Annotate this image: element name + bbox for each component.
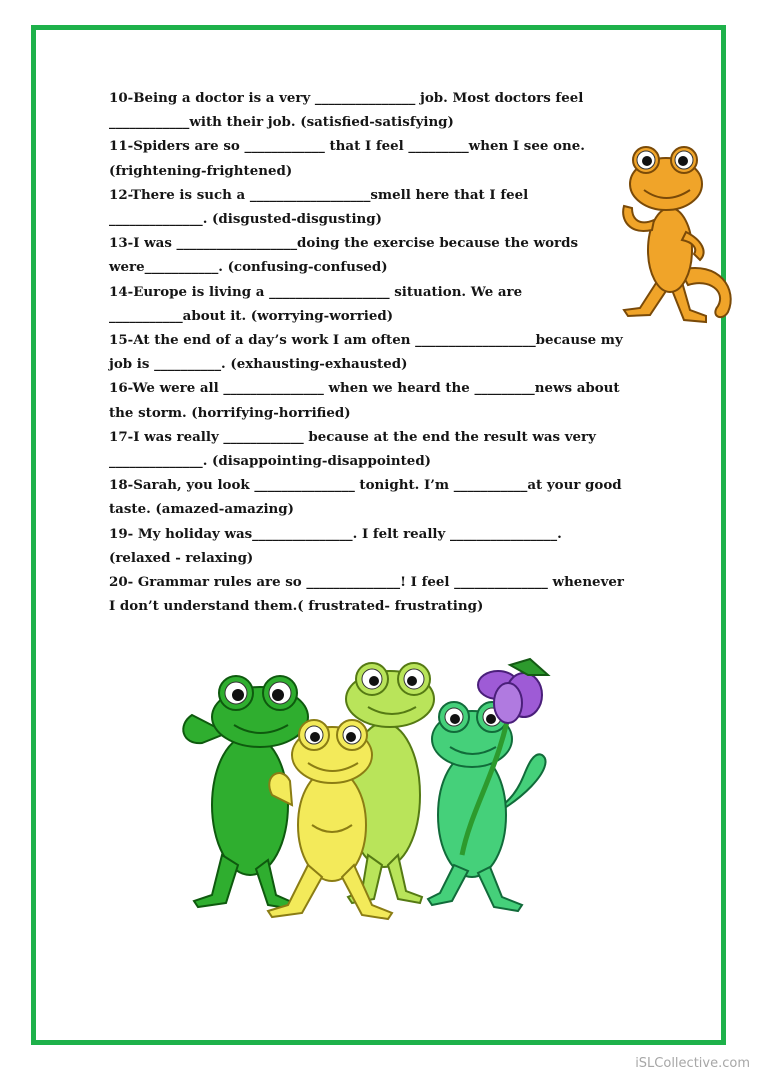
exercise-line: 14-Europe is living a __________________ situation. We are	[109, 283, 523, 300]
exercise-line: I don’t understand them.( frustrated- frustrating)	[109, 598, 484, 615]
exercise-line: 13-I was __________________doing the exercise because the words	[109, 235, 579, 252]
frog-group-illustration	[172, 655, 557, 940]
exercise-line: 15-At the end of a day’s work I am often __________________because my	[109, 332, 623, 349]
teal-frog-icon	[428, 695, 546, 911]
exercise-line: (relaxed - relaxing)	[109, 549, 254, 566]
exercise-line: 20- Grammar rules are so ______________! I feel ______________ whenever	[109, 574, 624, 591]
exercise-line: ______________. (disgusted-disgusting)	[109, 211, 382, 228]
exercise-line: were___________. (confusing-confused)	[109, 259, 388, 276]
exercise-list	[109, 86, 669, 618]
exercise-line: 19- My holiday was_______________. I felt really ________________.	[109, 525, 562, 542]
exercise-line: 16-We were all _______________ when we heard the _________news about	[109, 380, 620, 397]
watermark: iSLCollective.com	[635, 1056, 750, 1071]
exercise-line: 18-Sarah, you look _______________ tonight. I’m ___________at your good	[109, 477, 622, 494]
exercise-line: ______________. (disappointing-disappointed)	[109, 453, 432, 470]
light-green-frog-icon	[346, 663, 434, 903]
exercise-line: job is __________. (exhausting-exhausted)	[109, 356, 408, 373]
orange-gecko-illustration	[610, 140, 742, 330]
exercise-line: 10-Being a doctor is a very _______________ job. Most doctors feel	[109, 90, 584, 106]
exercise-line: ___________about it. (worrying-worried)	[109, 307, 394, 324]
exercise-line: the storm. (horrifying-horrified)	[109, 404, 351, 421]
exercise-line: 11-Spiders are so ____________ that I feel _________when I see one.	[109, 138, 585, 155]
exercise-line: taste. (amazed-amazing)	[109, 501, 294, 518]
exercise-line: ____________with their job. (satisfied-satisfying)	[109, 114, 454, 131]
exercise-line: 12-There is such a __________________smell here that I feel	[109, 186, 529, 203]
exercise-line: (frightening-frightened)	[109, 162, 293, 179]
exercise-line: 17-I was really ____________ because at the end the result was very	[109, 428, 596, 445]
